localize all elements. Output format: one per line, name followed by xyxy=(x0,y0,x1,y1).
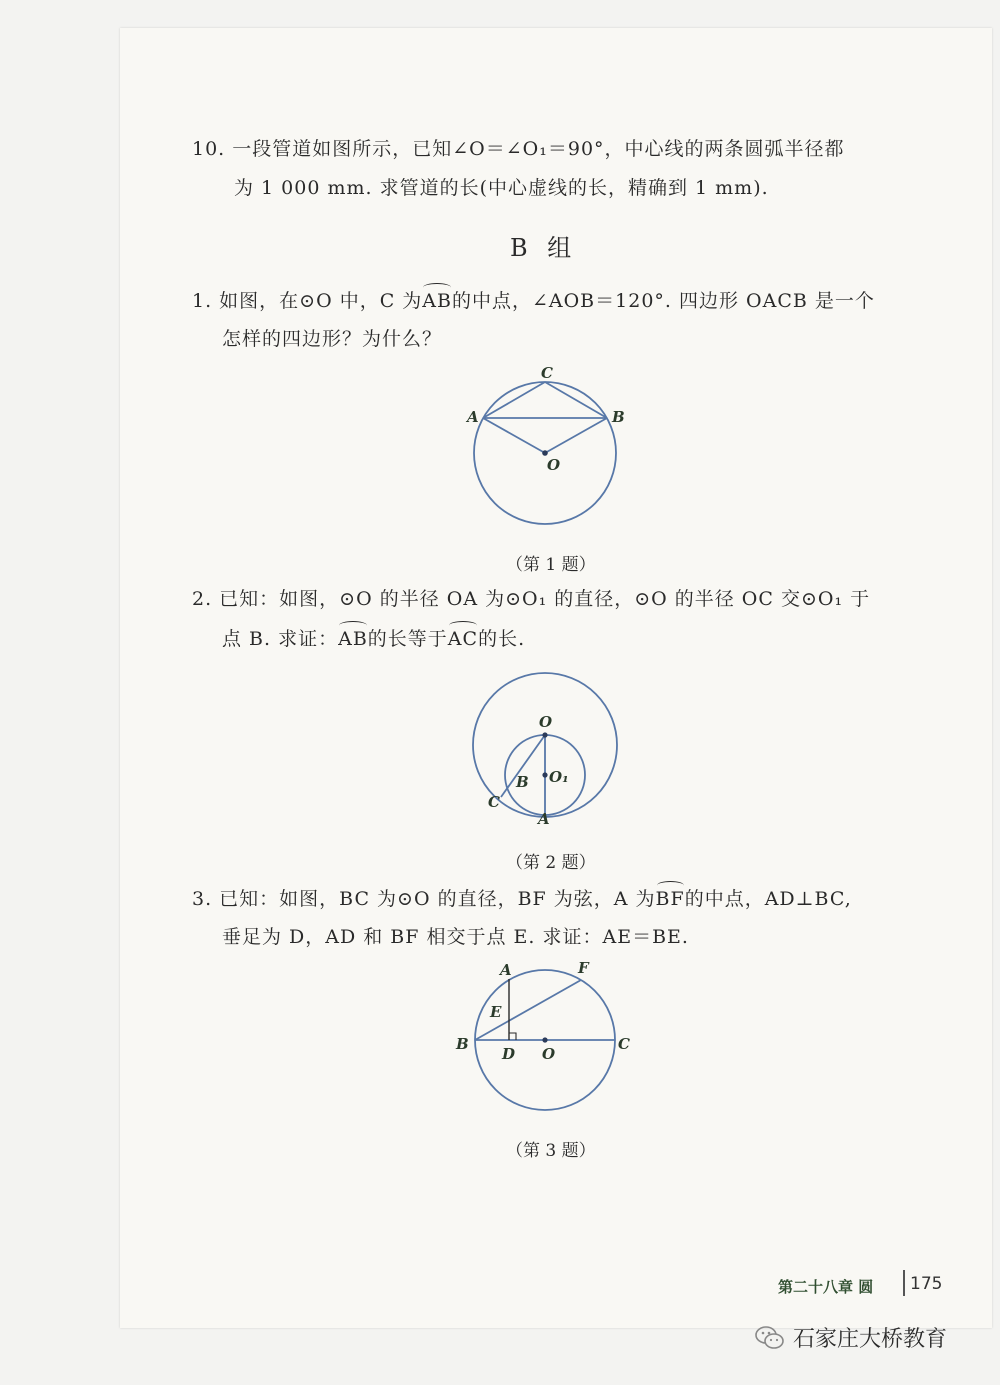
problem-2-line-2 xyxy=(222,626,525,652)
label-b: B xyxy=(612,408,625,426)
segment-ac xyxy=(483,382,545,418)
label-o: O xyxy=(539,713,553,731)
figure-2-circle-diagram xyxy=(470,670,630,830)
label-c: C xyxy=(618,1035,630,1053)
label-c: C xyxy=(541,364,553,382)
label-o: O xyxy=(542,1045,556,1063)
section-heading: B 组 xyxy=(510,234,578,262)
problem-1-text-post: 的中点，∠AOB＝120°. 四边形 OACB 是一个 xyxy=(451,290,875,312)
arc-ab-notation: AB xyxy=(422,290,452,312)
problem-1-text-pre: 1. 如图，在⊙O 中，C 为 xyxy=(192,290,423,312)
label-a: A xyxy=(467,408,479,426)
label-e: E xyxy=(490,1003,502,1021)
label-b: B xyxy=(516,773,529,791)
center-point-o xyxy=(542,732,547,737)
problem-2-text-post: 的长. xyxy=(478,628,526,650)
figure-3-circle-diagram xyxy=(450,955,640,1120)
watermark-text: 石家庄大桥教育 xyxy=(793,1327,948,1352)
label-b: B xyxy=(456,1035,469,1053)
problem-3-text-post: 的中点，AD⊥BC, xyxy=(684,888,852,910)
arc-ab-notation-2: AB xyxy=(338,628,368,650)
caption-problem-2: （第 2 题） xyxy=(506,853,596,873)
arc-ac-notation: AC xyxy=(447,628,479,650)
label-c: C xyxy=(488,793,500,811)
figure-1-circle-diagram xyxy=(460,360,640,540)
center-point-o xyxy=(542,450,548,456)
footer-divider xyxy=(903,1270,905,1296)
problem-2-text-mid: 的长等于 xyxy=(367,628,448,650)
wechat-icon xyxy=(755,1325,785,1351)
problem-3-line-2: 垂足为 D，AD 和 BF 相交于点 E. 求证：AE＝BE. xyxy=(222,926,689,948)
label-a: A xyxy=(500,961,512,979)
watermark xyxy=(755,1322,947,1353)
caption-problem-1: （第 1 题） xyxy=(506,555,596,575)
right-angle-mark xyxy=(509,1033,516,1040)
problem-10-line-2: 为 1 000 mm. 求管道的长(中心虚线的长，精确到 1 mm). xyxy=(234,177,769,199)
problem-3-text-pre: 3. 已知：如图，BC 为⊙O 的直径，BF 为弦，A 为 xyxy=(192,888,656,910)
label-d: D xyxy=(502,1045,516,1063)
segment-ob xyxy=(545,418,607,453)
problem-1-line-2: 怎样的四边形？为什么？ xyxy=(222,328,443,350)
caption-problem-3: （第 3 题） xyxy=(506,1141,596,1161)
label-o: O xyxy=(547,456,561,474)
label-f: F xyxy=(578,959,589,977)
center-point-o1 xyxy=(542,772,547,777)
problem-3-line-1 xyxy=(192,886,852,912)
arc-bf-notation: BF xyxy=(655,888,685,910)
segment-cb xyxy=(545,382,607,418)
page-number: 175 xyxy=(910,1274,943,1294)
problem-10-line-1: 10. 一段管道如图所示，已知∠O＝∠O₁＝90°，中心线的两条圆弧半径都 xyxy=(192,138,845,160)
problem-2-text-pre: 点 B. 求证： xyxy=(222,628,339,650)
label-o1: O₁ xyxy=(549,768,569,786)
problem-2-line-1: 2. 已知：如图，⊙O 的半径 OA 为⊙O₁ 的直径，⊙O 的半径 OC 交⊙O₁ 于 xyxy=(192,588,871,610)
center-point-o xyxy=(542,1037,547,1042)
label-a: A xyxy=(538,810,550,828)
segment-ao xyxy=(483,418,545,453)
problem-1-line-1 xyxy=(192,288,875,314)
chapter-title: 第二十八章 圆 xyxy=(778,1278,874,1296)
